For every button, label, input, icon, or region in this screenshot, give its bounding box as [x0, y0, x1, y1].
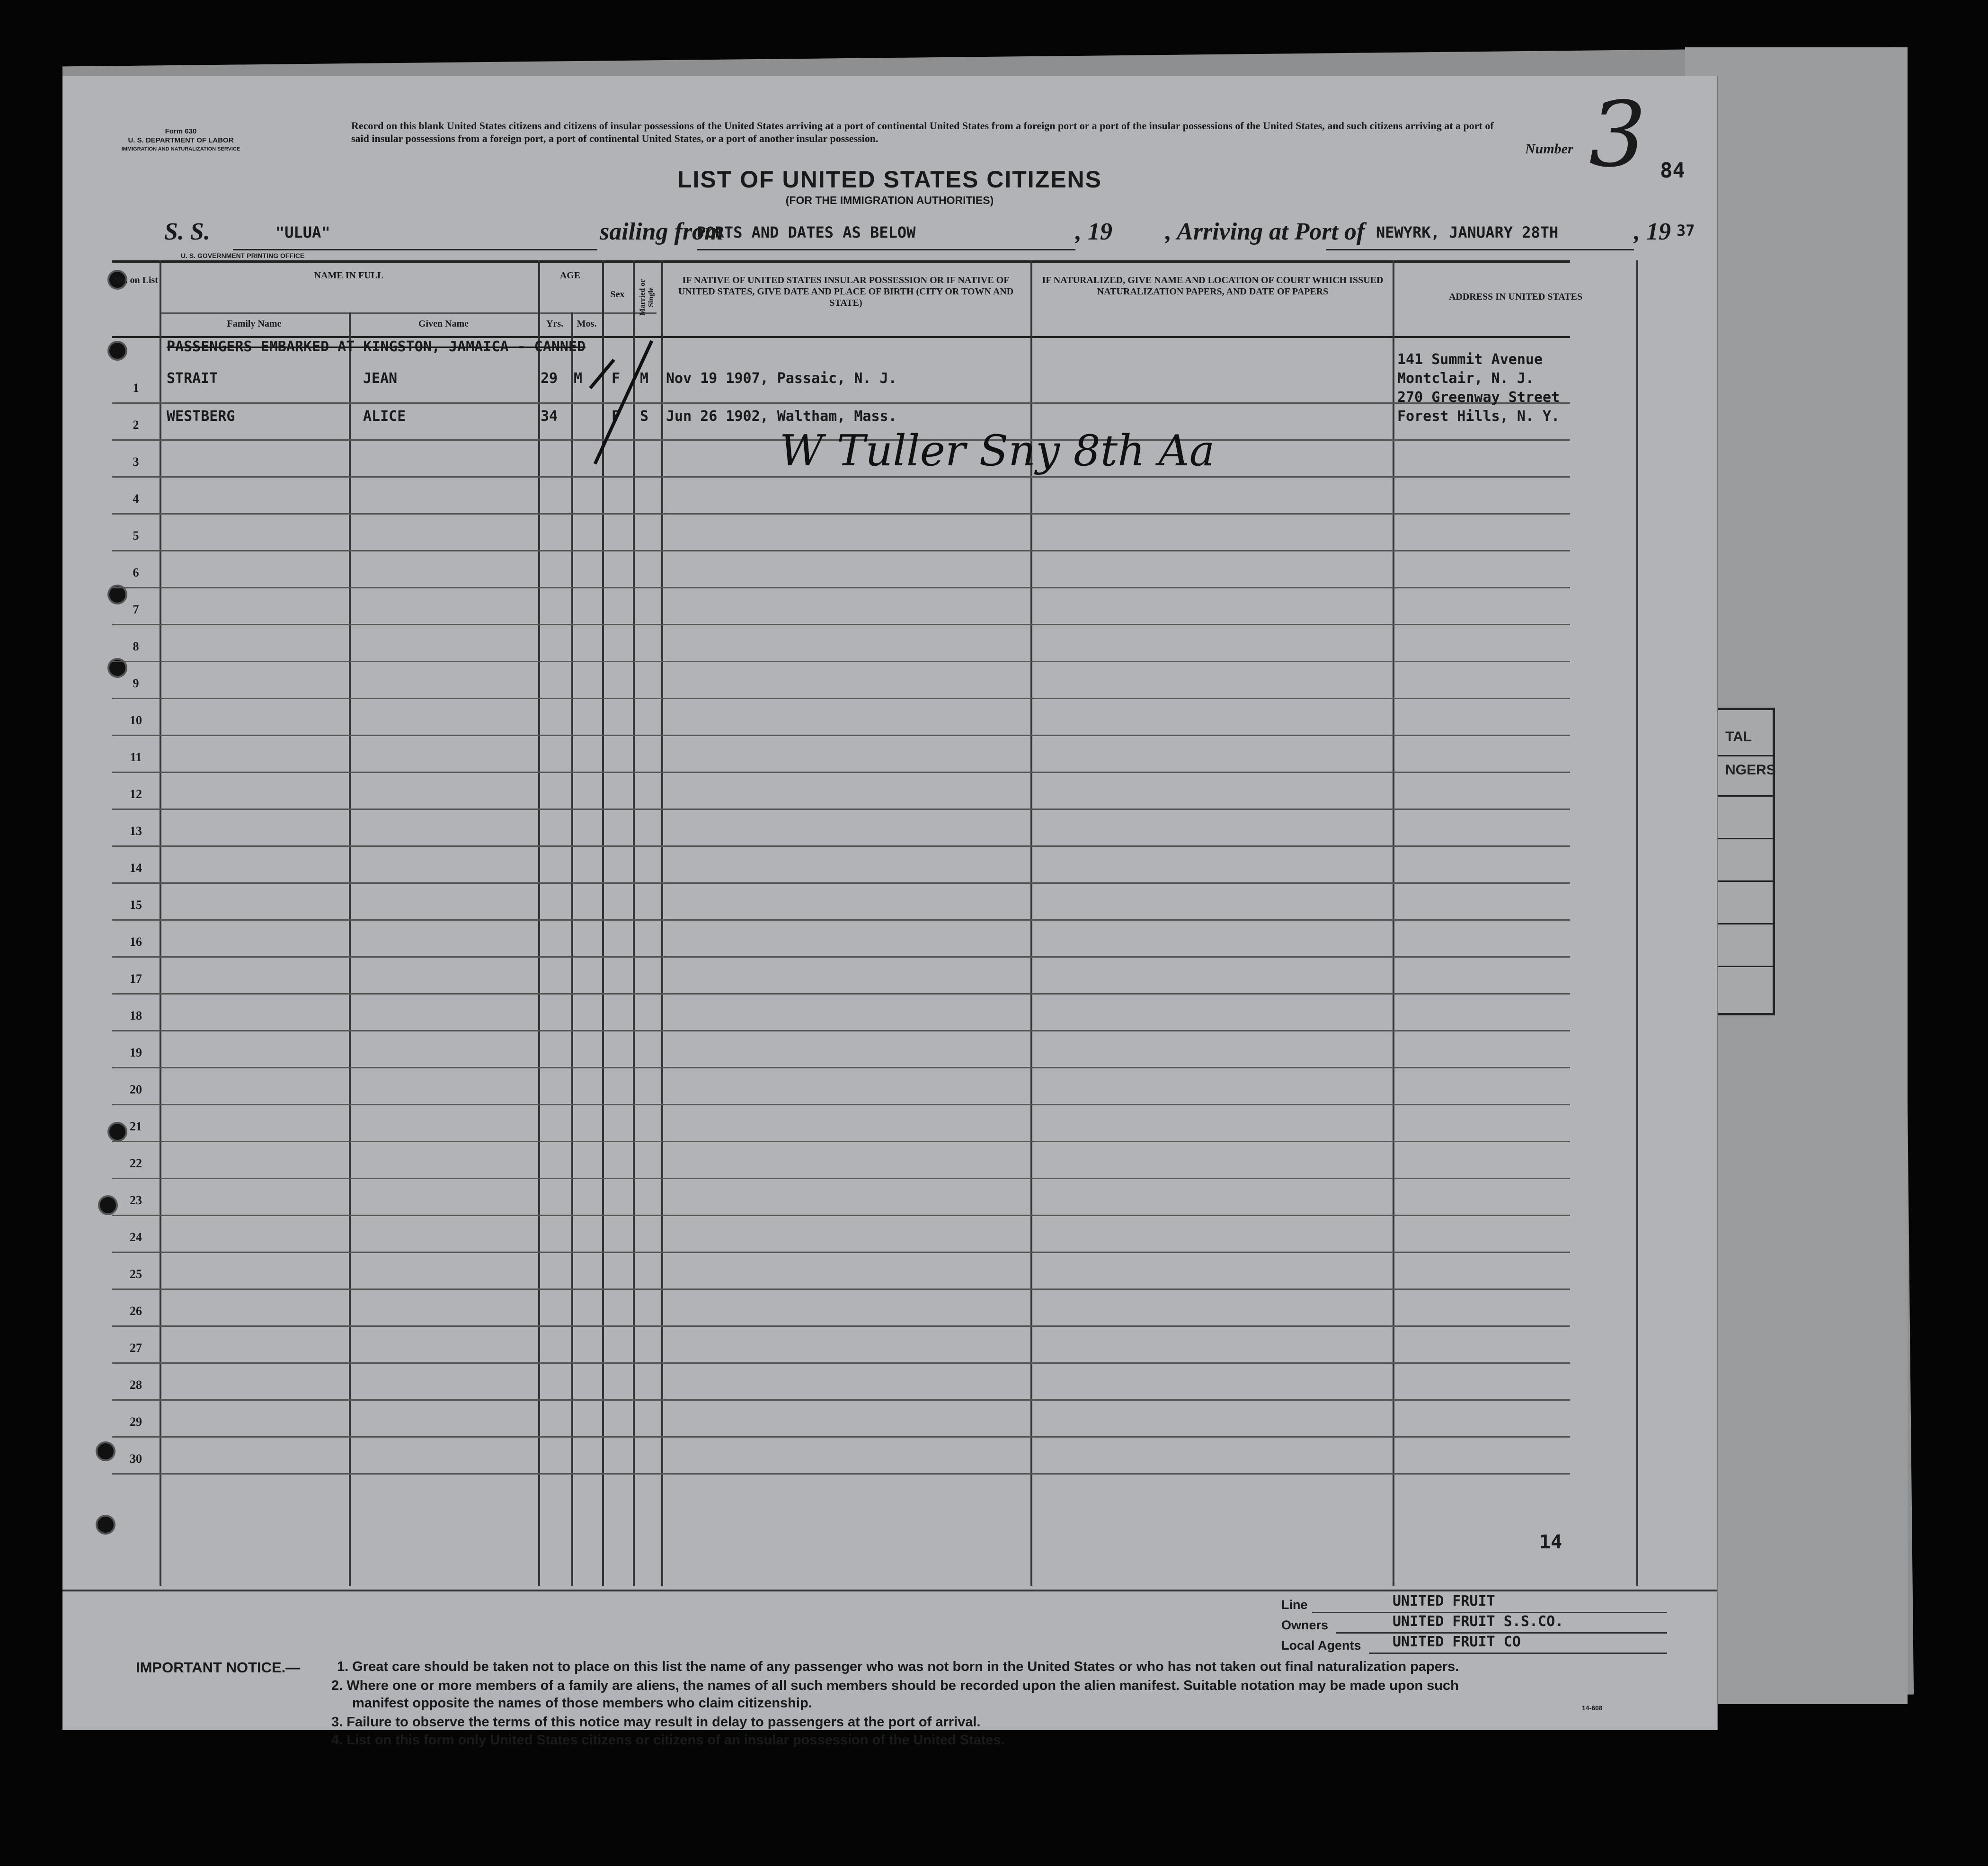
address-line2-cell: Forest Hills, N. Y.	[1397, 408, 1560, 425]
owners-label: Owners	[1281, 1618, 1329, 1632]
col-divider	[571, 312, 573, 1586]
side-stamp-box	[1716, 708, 1775, 1015]
row-line	[112, 956, 1570, 958]
row-line	[112, 661, 1570, 662]
address-line2-cell: Montclair, N. J.	[1397, 370, 1534, 387]
page-subtitle: (FOR THE IMMIGRATION AUTHORITIES)	[785, 194, 994, 206]
form-code: 14-608	[1582, 1704, 1603, 1712]
row-number: 24	[130, 1230, 142, 1244]
row-line	[112, 1030, 1570, 1031]
row-line	[112, 919, 1570, 921]
age-yrs-cell: 29	[541, 370, 558, 387]
row-number: 3	[133, 455, 139, 469]
col-divider	[1393, 260, 1394, 1586]
birth-cell: Jun 26 1902, Waltham, Mass.	[666, 408, 897, 425]
form-number-block	[105, 127, 257, 154]
row-line	[112, 550, 1570, 551]
notice-item-2: 2. Where one or more members of a family are aliens, the names of all such members should be recorded upon the alien manifest. Suitable notation may be made upon such	[331, 1678, 1459, 1693]
row-line	[112, 402, 1570, 404]
row-line	[112, 1362, 1570, 1364]
row-number: 4	[133, 492, 139, 506]
col-divider	[1636, 260, 1638, 1586]
line-value: UNITED FRUIT	[1393, 1593, 1495, 1609]
underline	[1326, 249, 1634, 250]
row-number: 8	[133, 640, 139, 653]
row-number: 11	[130, 750, 142, 764]
family-name-cell: WESTBERG	[167, 408, 235, 425]
sex-cell: F	[612, 408, 621, 425]
row-number: 26	[130, 1304, 142, 1318]
row-number: 17	[130, 972, 142, 986]
row-line	[112, 1141, 1570, 1142]
underline	[233, 249, 597, 250]
row-number: 5	[133, 529, 139, 542]
address-line1-cell: 141 Summit Avenue	[1397, 351, 1543, 368]
sailing-label: sailing from	[600, 218, 724, 245]
age-yrs-cell: 34	[541, 408, 558, 425]
underline	[697, 249, 1075, 250]
stamp-line	[1716, 966, 1773, 967]
row-number: 25	[130, 1267, 142, 1281]
row-number: 14	[130, 861, 142, 875]
embark-note: PASSENGERS EMBARKED AT KINGSTON, JAMAICA - CANNED	[167, 338, 586, 355]
row-number: 10	[130, 713, 142, 727]
header-yrs: Yrs.	[546, 319, 564, 329]
row-number: 2	[133, 418, 139, 432]
underline	[1369, 1653, 1667, 1654]
check-stroke	[595, 341, 652, 464]
row-number: 1	[133, 381, 139, 395]
row-line	[112, 1067, 1570, 1068]
stamp-line	[1716, 880, 1773, 882]
sailing-from: PORTS AND DATES AS BELOW	[697, 223, 916, 241]
agents-label: Local Agents	[1281, 1638, 1361, 1653]
header-age: AGE	[559, 270, 581, 281]
address-line1-cell: 270 Greenway Street	[1397, 389, 1560, 406]
header-native-birth: IF NATIVE OF UNITED STATES INSULAR POSSESSION OR IF NATIVE OF UNITED STATES, GIVE DATE AND PLACE OF BIRTH (CITY OR TOWN AND STATE)	[678, 275, 1014, 308]
department-name: U. S. DEPARTMENT OF LABOR	[128, 136, 234, 144]
row-number: 16	[130, 935, 142, 949]
sex-cell: F	[612, 370, 621, 387]
row-number: 9	[133, 676, 139, 690]
header-address: ADDRESS IN UNITED STATES	[1448, 292, 1583, 302]
col-divider	[538, 260, 540, 1586]
row-line	[112, 882, 1570, 884]
row-number: 15	[130, 898, 142, 912]
footer-divider	[62, 1590, 1717, 1591]
row-line	[112, 476, 1570, 478]
year-prefix: , 19	[1075, 218, 1112, 245]
row-number: 22	[130, 1156, 142, 1170]
notice-item-3: 3. Failure to observe the terms of this notice may result in delay to passengers at the port of arrival.	[331, 1715, 981, 1730]
stamp-line	[1716, 923, 1773, 924]
line-label: Line	[1281, 1598, 1308, 1612]
row-number: 20	[130, 1083, 142, 1096]
ship-name: "ULUA"	[275, 223, 330, 241]
page-title: LIST OF UNITED STATES CITIZENS	[677, 166, 1102, 193]
arriving-label: , Arriving at Port of	[1165, 218, 1365, 245]
handwritten-note: W Tuller Sny 8th Aa	[780, 426, 1215, 476]
manifest-sheet	[62, 76, 1718, 1748]
header-bottom-border	[112, 336, 1570, 338]
row-number: 21	[130, 1120, 142, 1133]
row-number: 28	[130, 1378, 142, 1392]
row-line	[112, 624, 1570, 625]
tiny-print-code: U. S. GOVERNMENT PRINTING OFFICE	[181, 252, 305, 259]
row-number: 7	[133, 603, 139, 616]
row-number: 23	[130, 1193, 142, 1207]
check-mark-strokes	[586, 331, 671, 473]
header-name-in-full: NAME IN FULL	[314, 270, 384, 281]
arrival-year: 37	[1677, 222, 1695, 240]
side-stamp-text-2: NGERS	[1725, 762, 1776, 778]
given-name-cell: JEAN	[363, 370, 398, 387]
row-line	[112, 587, 1570, 588]
notice-item-2-cont: manifest opposite the names of those members who claim citizenship.	[352, 1696, 812, 1711]
row-line	[112, 1399, 1570, 1401]
row-line	[112, 1178, 1570, 1179]
family-name-cell: STRAIT	[167, 370, 218, 387]
number-label: Number	[1525, 141, 1573, 157]
owners-value: UNITED FRUIT S.S.CO.	[1393, 1613, 1564, 1630]
header-sub-divider	[160, 312, 657, 314]
record-instructions: Record on this blank United States citizens and citizens of insular possessions of the United States arriving at a port of continental United States from a foreign port or a port of the insular possessions of the United States, and such citizens arriving at a port of said insular possessions from a foreign port, a port of continental United States, or a port of another insular possession.	[351, 120, 1494, 144]
row-line	[112, 513, 1570, 515]
agents-value: UNITED FRUIT CO	[1393, 1634, 1521, 1650]
col-divider	[160, 260, 161, 1586]
stamp-line	[1716, 755, 1773, 756]
page-mark: 84	[1660, 159, 1685, 183]
form-number: Form 630	[165, 127, 197, 135]
row-line	[112, 1252, 1570, 1253]
row-line	[112, 698, 1570, 699]
side-stamp-text-1: TAL	[1725, 729, 1752, 745]
arrival-port-date: NEWYRK, JANUARY 28TH	[1376, 223, 1559, 241]
row-line	[112, 1436, 1570, 1438]
birth-cell: Nov 19 1907, Passaic, N. J.	[666, 370, 897, 387]
check-stroke	[590, 360, 614, 388]
row-number: 27	[130, 1341, 142, 1355]
header-naturalized: IF NATURALIZED, GIVE NAME AND LOCATION OF COURT WHICH ISSUED NATURALIZATION PAPERS, AND DATE OF PAPERS	[1042, 275, 1384, 297]
passenger-table	[112, 260, 1583, 1586]
header-sex: Sex	[610, 289, 625, 300]
row-number: 18	[130, 1009, 142, 1022]
ss-label: S. S.	[164, 218, 210, 245]
row-line	[112, 1325, 1570, 1327]
row-line	[112, 735, 1570, 736]
row-number: 30	[130, 1452, 142, 1466]
header-family-name: Family Name	[227, 319, 282, 329]
married-single-cell: M	[640, 370, 649, 387]
row-line	[112, 772, 1570, 773]
row-number: 13	[130, 824, 142, 838]
header-mos: Mos.	[577, 319, 597, 329]
list-number: 3	[1589, 82, 1646, 187]
row-line	[112, 1104, 1570, 1105]
row-number: 29	[130, 1415, 142, 1429]
year2-prefix: , 19	[1634, 218, 1671, 245]
row-number: 19	[130, 1046, 142, 1059]
table-top-border	[112, 260, 1570, 263]
row-line	[112, 993, 1570, 995]
row-number: 6	[133, 566, 139, 579]
col-divider	[349, 312, 351, 1586]
notice-heading: IMPORTANT NOTICE.—	[136, 1659, 301, 1676]
notice-item-4: 4. List on this form only United States citizens or citizens of an insular possession of the United States.	[331, 1733, 1005, 1748]
header-married-single: Married or Single	[639, 279, 655, 316]
married-single-cell: S	[640, 408, 649, 425]
row-line	[112, 1473, 1570, 1475]
header-no-on-list: No. on List	[114, 275, 158, 285]
age-mos-cell: M	[574, 370, 583, 387]
stamp-line	[1716, 795, 1773, 797]
page-count-mark: 14	[1539, 1531, 1562, 1553]
service-name: IMMIGRATION AND NATURALIZATION SERVICE	[121, 146, 240, 152]
row-number: 12	[130, 787, 142, 801]
row-line	[112, 845, 1570, 847]
header-given-name: Given Name	[418, 319, 469, 329]
notice-item-1: 1. Great care should be taken not to place on this list the name of any passenger who was not born in the United States or who has not taken out final naturalization papers.	[337, 1659, 1459, 1674]
stamp-line	[1716, 838, 1773, 839]
row-line	[112, 1215, 1570, 1216]
given-name-cell: ALICE	[363, 408, 406, 425]
voyage-line	[62, 218, 1717, 256]
row-line	[112, 809, 1570, 810]
row-line	[112, 1288, 1570, 1290]
